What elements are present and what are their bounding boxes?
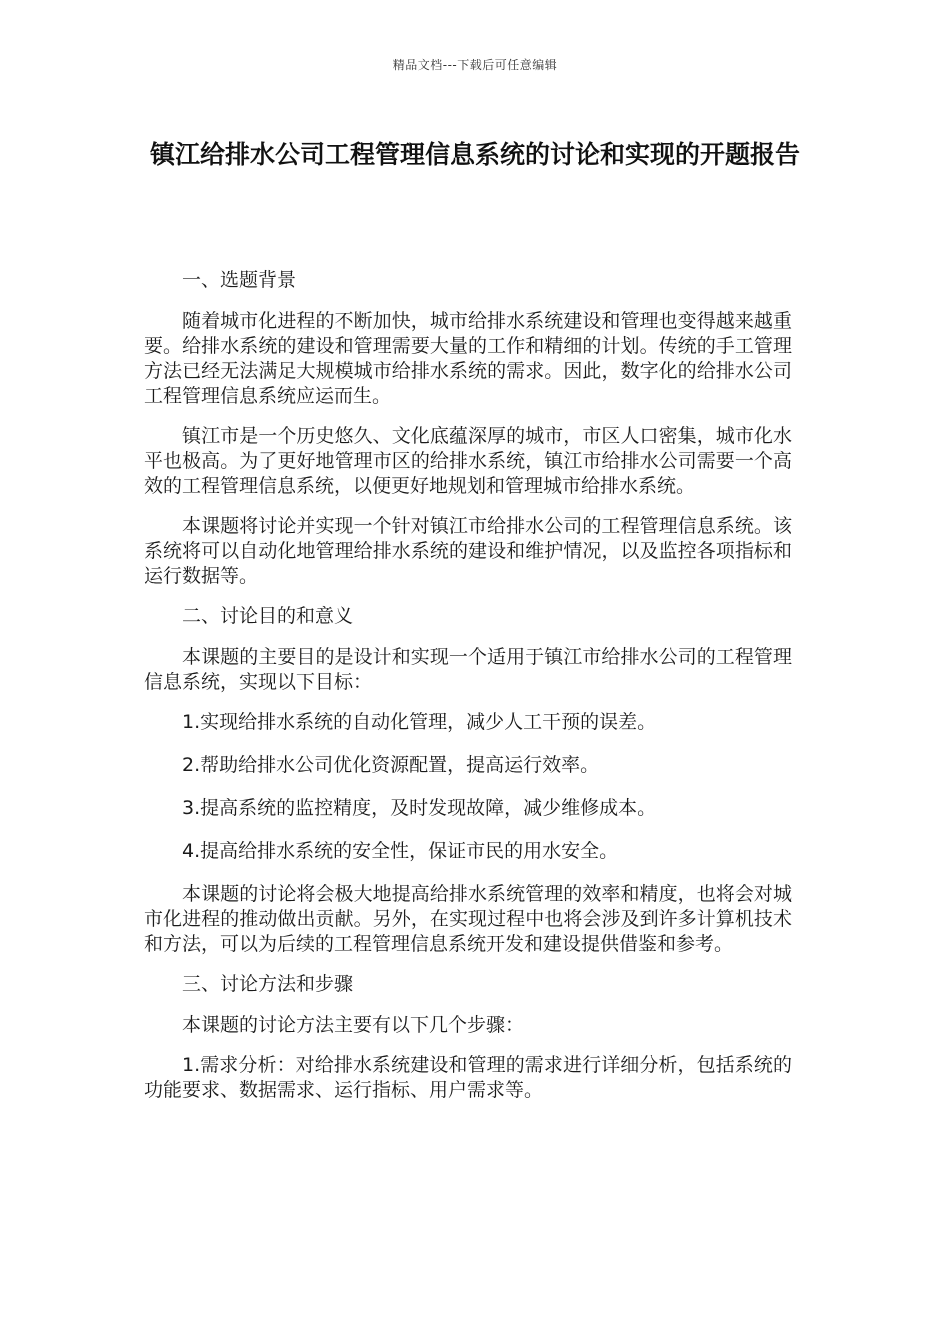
- paragraph: 本课题将讨论并实现一个针对镇江市给排水公司的工程管理信息系统。该系统将可以自动化地管理给排水系统的建设和维护情况，以及监控各项指标和运行数据等。: [144, 515, 792, 587]
- paragraph: 本课题的讨论方法主要有以下几个步骤：: [182, 1014, 525, 1036]
- paragraph: 随着城市化进程的不断加快，城市给排水系统建设和管理也变得越来越重要。给排水系统的建设和管理需要大量的工作和精细的计划。传统的手工管理方法已经无法满足大规模城市给排水系统的需求。因此，数字化的给排水公司工程管理信息系统应运而生。: [144, 310, 792, 407]
- paragraph: 本课题的讨论将会极大地提高给排水系统管理的效率和精度，也将会对城市化进程的推动做出贡献。另外，在实现过程中也将会涉及到许多计算机技术和方法，可以为后续的工程管理信息系统开发和建设提供借鉴和参考。: [144, 883, 792, 955]
- section-heading-background: 一、选题背景: [182, 269, 297, 291]
- paragraph: 本课题的主要目的是设计和实现一个适用于镇江市给排水公司的工程管理信息系统，实现以下目标：: [144, 646, 792, 693]
- section-heading-purpose: 二、讨论目的和意义: [182, 605, 354, 627]
- document-body: [144, 268, 792, 1118]
- list-item: 3.提高系统的监控精度，及时发现故障，减少维修成本。: [182, 797, 657, 819]
- list-item: 1.实现给排水系统的自动化管理，减少人工干预的误差。: [182, 711, 657, 733]
- list-item: 1.需求分析：对给排水系统建设和管理的需求进行详细分析，包括系统的功能要求、数据需求、运行指标、用户需求等。: [144, 1054, 792, 1101]
- section-heading-method: 三、讨论方法和步骤: [182, 973, 354, 995]
- paragraph: 镇江市是一个历史悠久、文化底蕴深厚的城市，市区人口密集，城市化水平也极高。为了更好地管理市区的给排水系统，镇江市给排水公司需要一个高效的工程管理信息系统，以便更好地规划和管理城市给排水系统。: [144, 425, 792, 497]
- list-item: 4.提高给排水系统的安全性，保证市民的用水安全。: [182, 840, 619, 862]
- header-watermark: 精品文档---下载后可任意编辑: [392, 58, 558, 72]
- list-item: 2.帮助给排水公司优化资源配置，提高运行效率。: [182, 754, 600, 776]
- document-title: 镇江给排水公司工程管理信息系统的讨论和实现的开题报告: [149, 140, 800, 169]
